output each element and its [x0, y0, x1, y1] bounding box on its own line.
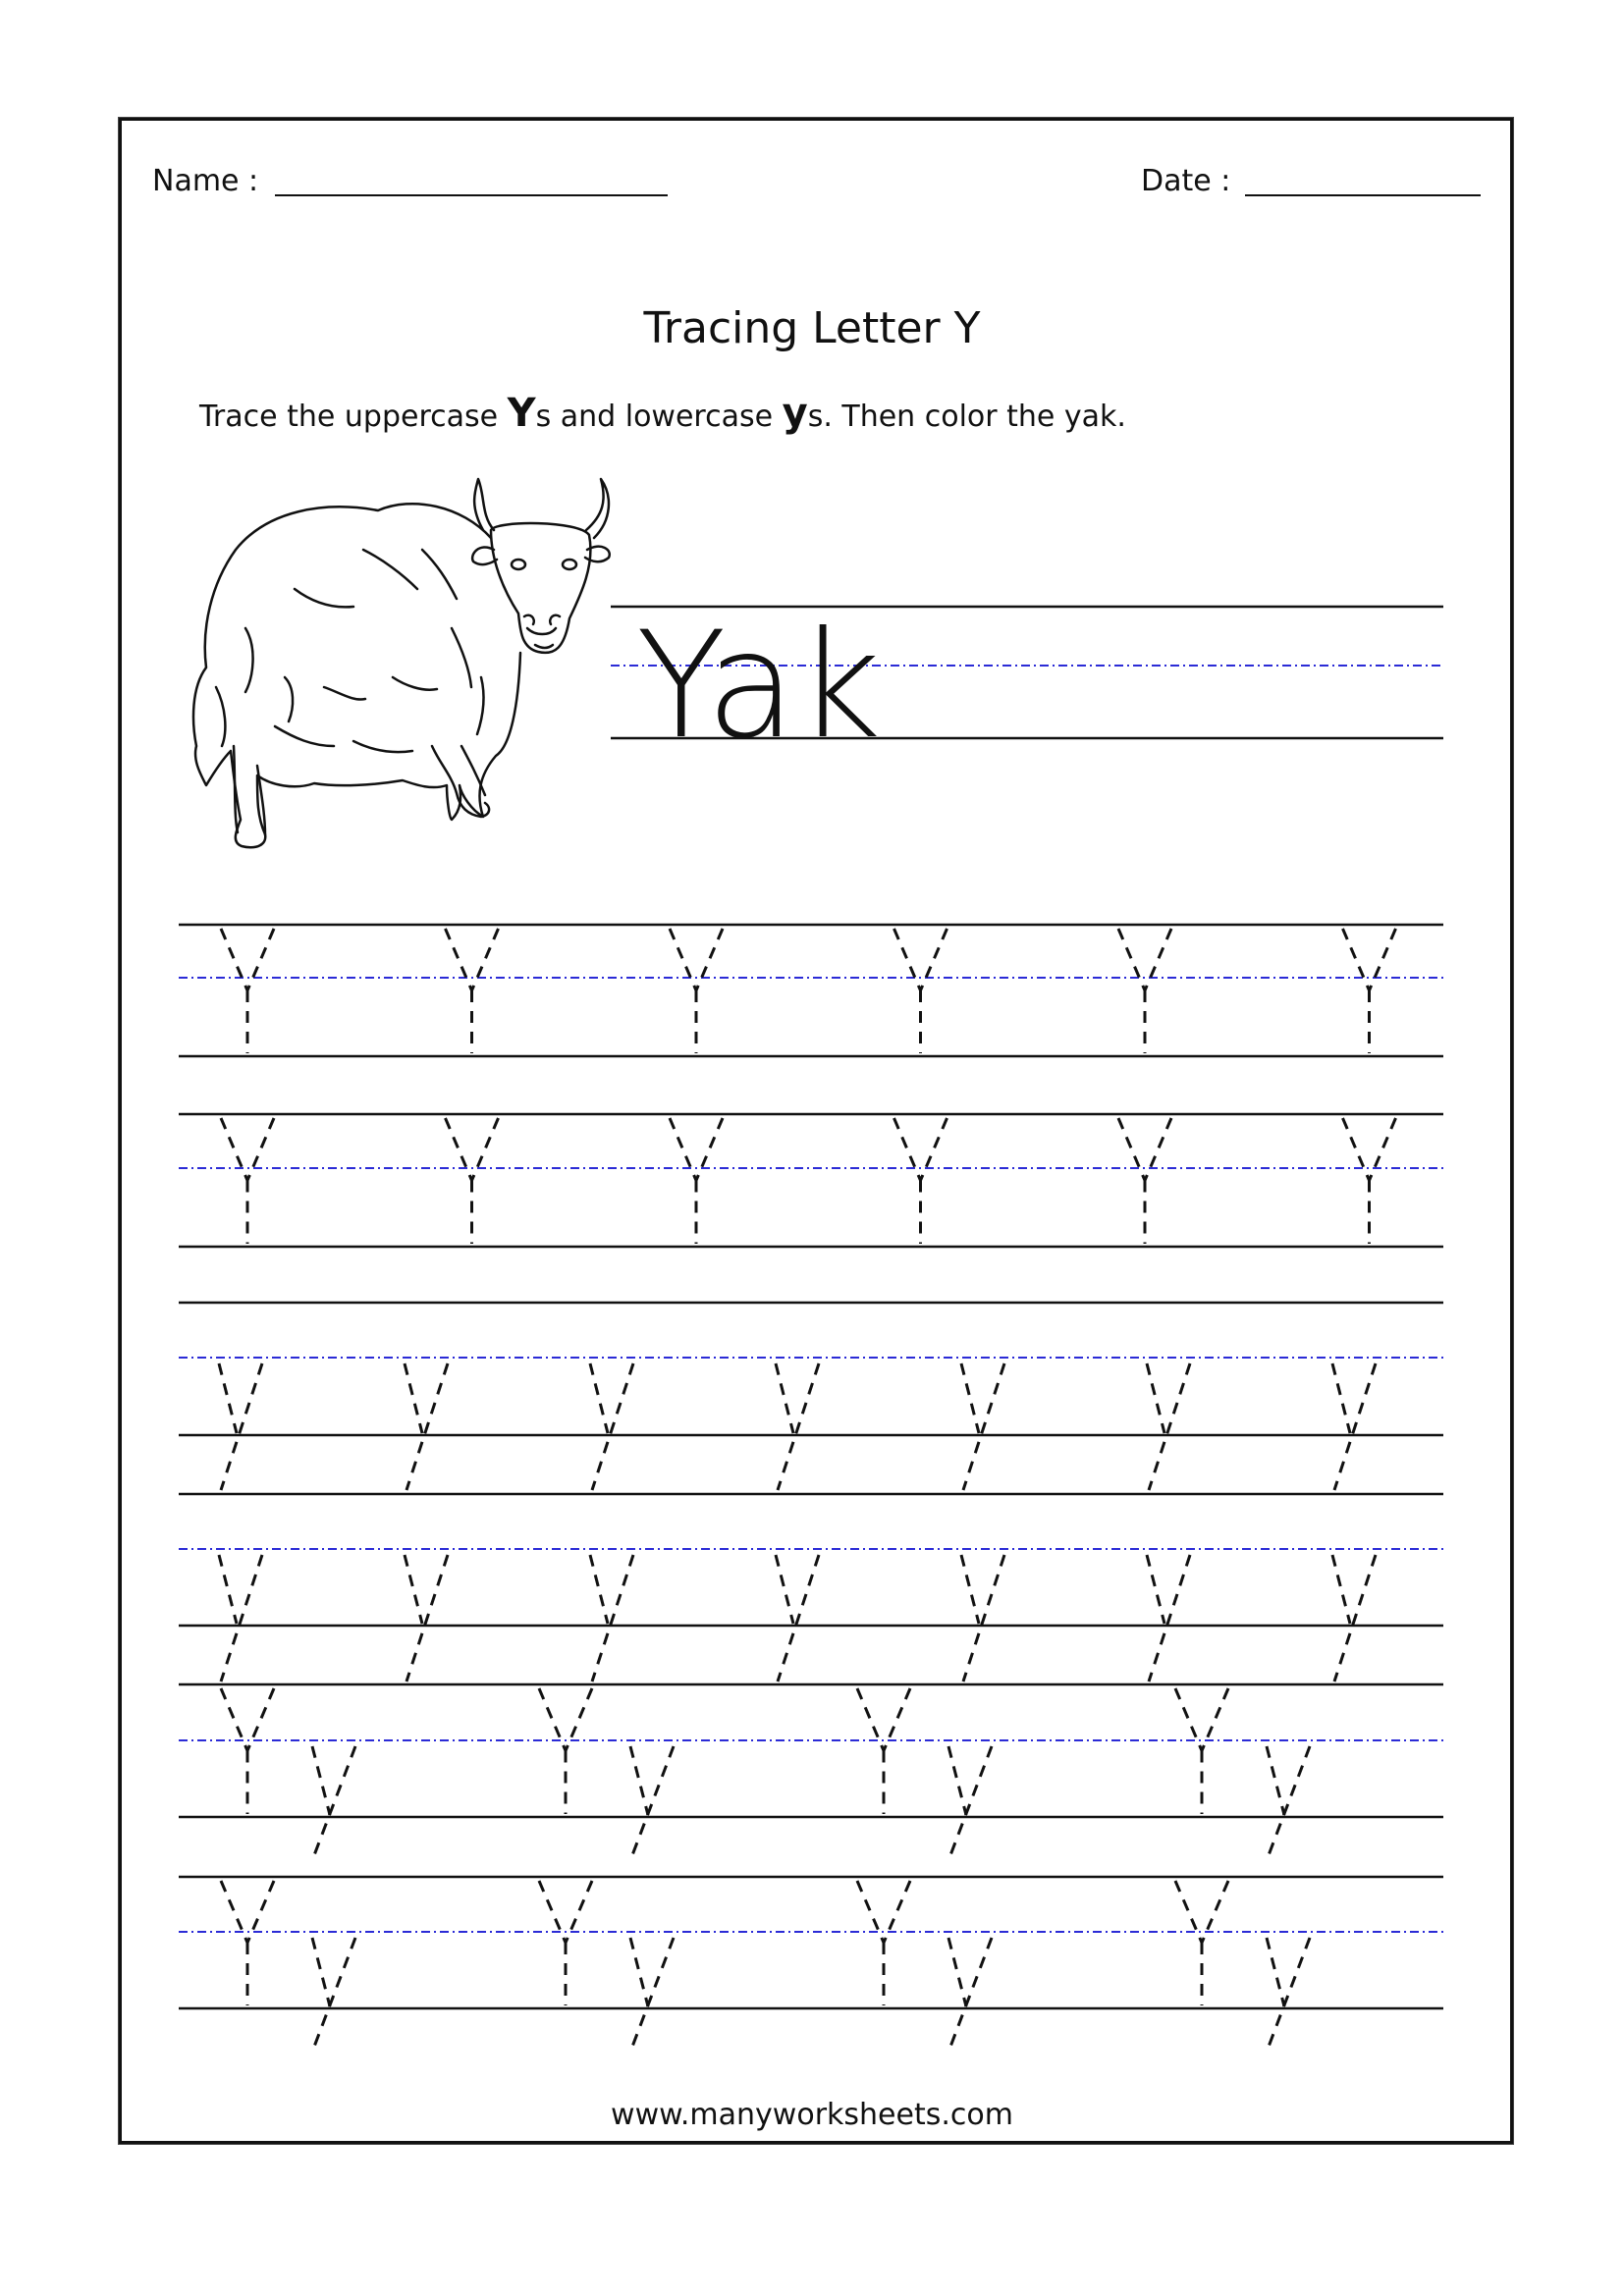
- trace-stroke: [590, 1555, 608, 1624]
- trace-letter-lowercase-y: [219, 1363, 262, 1490]
- trace-stroke: [1343, 929, 1370, 990]
- trace-letter-uppercase-y: [446, 929, 499, 1053]
- trace-stroke: [921, 929, 947, 990]
- trace-letter-lowercase-y: [630, 1938, 674, 2047]
- trace-stroke: [405, 1555, 422, 1624]
- trace-stroke: [778, 1555, 819, 1682]
- name-label: Name :: [152, 164, 259, 198]
- trace-stroke: [778, 1363, 819, 1490]
- trace-stroke: [446, 1118, 472, 1181]
- guide-lines: [179, 1684, 1443, 1817]
- trace-stroke: [950, 1746, 992, 1855]
- trace-stroke: [590, 1363, 608, 1433]
- instruction-part: Trace the uppercase: [199, 400, 508, 434]
- trace-stroke: [696, 929, 723, 990]
- trace-stroke: [221, 1363, 262, 1490]
- trace-stroke: [670, 929, 696, 990]
- trace-stroke: [1118, 929, 1145, 990]
- trace-letter-lowercase-y: [630, 1746, 674, 1855]
- trace-stroke: [1147, 1363, 1164, 1433]
- trace-stroke: [221, 1118, 247, 1181]
- trace-letter-uppercase-y: [894, 929, 947, 1053]
- trace-letter-uppercase-y: [221, 1881, 274, 2005]
- trace-letter-lowercase-y: [405, 1363, 448, 1490]
- yak-word: Yak: [636, 601, 882, 772]
- trace-stroke: [221, 1881, 247, 1943]
- trace-stroke: [1370, 929, 1396, 990]
- trace-stroke: [961, 1363, 979, 1433]
- trace-letter-lowercase-y: [1332, 1555, 1376, 1682]
- trace-letter-lowercase-y: [590, 1363, 633, 1490]
- trace-stroke: [472, 929, 499, 990]
- trace-stroke: [406, 1555, 448, 1682]
- trace-letter-lowercase-y: [219, 1555, 262, 1682]
- guide-lines: [179, 1877, 1443, 2008]
- trace-stroke: [221, 1555, 262, 1682]
- trace-stroke: [1149, 1363, 1190, 1490]
- trace-letter-lowercase-y: [312, 1938, 355, 2047]
- trace-stroke: [1149, 1555, 1190, 1682]
- trace-stroke: [592, 1363, 633, 1490]
- trace-letter-lowercase-y: [948, 1938, 992, 2047]
- trace-stroke: [961, 1555, 979, 1624]
- trace-stroke: [963, 1555, 1004, 1682]
- trace-letter-uppercase-y: [446, 1118, 499, 1244]
- trace-letter-lowercase-y: [776, 1555, 819, 1682]
- trace-letter-lowercase-y: [1267, 1746, 1310, 1855]
- trace-letter-uppercase-y: [539, 1881, 592, 2005]
- trace-letter-uppercase-y: [857, 1688, 910, 1814]
- date-label: Date :: [1141, 164, 1231, 198]
- trace-stroke: [314, 1746, 355, 1855]
- trace-stroke: [1118, 1118, 1145, 1181]
- trace-letter-lowercase-y: [312, 1746, 355, 1855]
- trace-letter-lowercase-y: [1147, 1555, 1190, 1682]
- trace-letter-uppercase-y: [670, 1118, 723, 1244]
- guide-lines: [179, 1494, 1443, 1626]
- trace-stroke: [406, 1363, 448, 1490]
- trace-stroke: [1145, 929, 1171, 990]
- trace-stroke: [948, 1746, 966, 1815]
- trace-stroke: [950, 1938, 992, 2047]
- trace-letter-uppercase-y: [221, 1688, 274, 1814]
- trace-stroke: [894, 929, 921, 990]
- yak-icon: [193, 479, 610, 847]
- instruction-uppercase-letter: Y: [507, 391, 536, 436]
- trace-stroke: [1267, 1746, 1284, 1815]
- instruction-part: s and lowercase: [535, 400, 783, 434]
- trace-letter-uppercase-y: [1343, 929, 1396, 1053]
- trace-letter-lowercase-y: [405, 1555, 448, 1682]
- trace-stroke: [247, 1881, 274, 1943]
- practice-area: [179, 925, 1443, 2047]
- trace-stroke: [921, 1118, 947, 1181]
- trace-stroke: [884, 1881, 910, 1943]
- trace-letter-uppercase-y: [1175, 1688, 1228, 1814]
- trace-stroke: [963, 1363, 1004, 1490]
- trace-stroke: [857, 1881, 884, 1943]
- trace-stroke: [1267, 1938, 1284, 2006]
- trace-stroke: [1343, 1118, 1370, 1181]
- trace-stroke: [219, 1555, 237, 1624]
- trace-letter-lowercase-y: [590, 1555, 633, 1682]
- guide-lines: [179, 1303, 1443, 1435]
- trace-stroke: [592, 1555, 633, 1682]
- trace-letter-uppercase-y: [1343, 1118, 1396, 1244]
- trace-stroke: [1334, 1555, 1376, 1682]
- trace-stroke: [221, 929, 247, 990]
- trace-stroke: [1269, 1746, 1310, 1855]
- trace-stroke: [630, 1938, 648, 2006]
- trace-letter-uppercase-y: [1118, 1118, 1171, 1244]
- trace-stroke: [405, 1363, 422, 1433]
- trace-stroke: [314, 1938, 355, 2047]
- trace-letter-lowercase-y: [961, 1363, 1004, 1490]
- trace-letter-uppercase-y: [221, 929, 274, 1053]
- guide-lines: [179, 925, 1443, 1056]
- trace-stroke: [1332, 1555, 1350, 1624]
- trace-stroke: [670, 1118, 696, 1181]
- trace-stroke: [632, 1746, 674, 1855]
- trace-letter-uppercase-y: [670, 929, 723, 1053]
- trace-stroke: [776, 1363, 793, 1433]
- trace-stroke: [1334, 1363, 1376, 1490]
- trace-letter-lowercase-y: [1267, 1938, 1310, 2047]
- trace-stroke: [630, 1746, 648, 1815]
- trace-letter-uppercase-y: [221, 1118, 274, 1244]
- trace-stroke: [539, 1881, 566, 1943]
- footer-url[interactable]: www.manyworksheets.com: [611, 2098, 1013, 2132]
- instruction-part: s. Then color the yak.: [807, 400, 1126, 434]
- trace-stroke: [1147, 1555, 1164, 1624]
- trace-stroke: [696, 1118, 723, 1181]
- trace-stroke: [312, 1746, 330, 1815]
- trace-stroke: [219, 1363, 237, 1433]
- trace-letter-uppercase-y: [894, 1118, 947, 1244]
- trace-stroke: [632, 1938, 674, 2047]
- trace-stroke: [247, 929, 274, 990]
- trace-letter-lowercase-y: [948, 1746, 992, 1855]
- trace-letter-uppercase-y: [539, 1688, 592, 1814]
- trace-letter-uppercase-y: [857, 1881, 910, 2005]
- instruction-lowercase-letter: y: [782, 391, 808, 436]
- trace-stroke: [948, 1938, 966, 2006]
- trace-stroke: [1202, 1881, 1228, 1943]
- trace-stroke: [566, 1881, 592, 1943]
- trace-stroke: [894, 1118, 921, 1181]
- guide-lines: [179, 1114, 1443, 1247]
- trace-letter-uppercase-y: [1175, 1881, 1228, 2005]
- trace-letter-lowercase-y: [1147, 1363, 1190, 1490]
- trace-letter-lowercase-y: [776, 1363, 819, 1490]
- trace-stroke: [472, 1118, 499, 1181]
- trace-stroke: [1370, 1118, 1396, 1181]
- trace-stroke: [1332, 1363, 1350, 1433]
- trace-stroke: [776, 1555, 793, 1624]
- trace-stroke: [247, 1118, 274, 1181]
- worksheet-title: Tracing Letter Y: [643, 303, 981, 353]
- trace-stroke: [1269, 1938, 1310, 2047]
- trace-letter-uppercase-y: [1118, 929, 1171, 1053]
- trace-stroke: [446, 929, 472, 990]
- trace-stroke: [312, 1938, 330, 2006]
- trace-letter-lowercase-y: [1332, 1363, 1376, 1490]
- trace-stroke: [1175, 1881, 1202, 1943]
- trace-stroke: [1145, 1118, 1171, 1181]
- trace-letter-lowercase-y: [961, 1555, 1004, 1682]
